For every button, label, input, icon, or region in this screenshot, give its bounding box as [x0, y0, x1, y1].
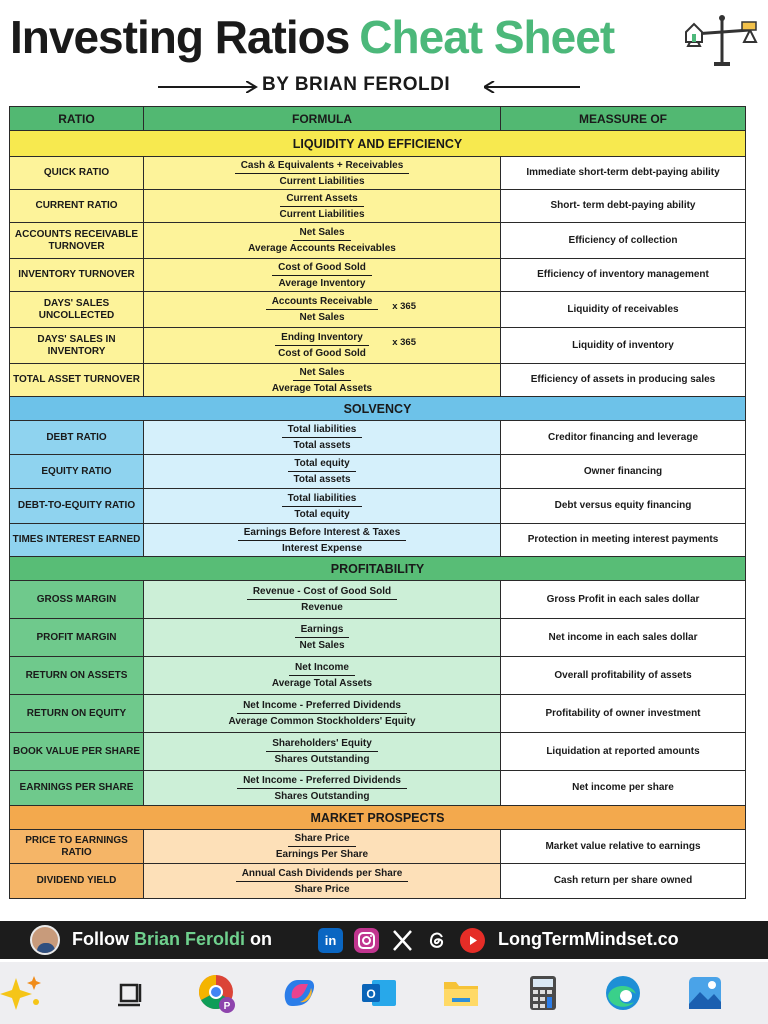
formula-numerator: Total liabilities [282, 492, 363, 507]
formula-cell [144, 421, 501, 455]
measure-of: Creditor financing and leverage [501, 421, 746, 455]
ratio-name: DAYS' SALES IN INVENTORY [10, 328, 144, 364]
table-row [10, 328, 746, 364]
measure-of: Gross Profit in each sales dollar [501, 581, 746, 619]
formula-numerator: Cash & Equivalents + Receivables [235, 159, 410, 174]
table-row [10, 581, 746, 619]
balance-scale-icon [684, 12, 760, 72]
measure-of: Liquidation at reported amounts [501, 733, 746, 771]
formula-cell [144, 328, 501, 364]
measure-of: Market value relative to earnings [501, 830, 746, 864]
edge-icon[interactable] [602, 972, 644, 1014]
outlook-icon[interactable] [358, 972, 400, 1014]
formula-numerator: Current Assets [280, 192, 363, 207]
formula-denominator: Shares Outstanding [274, 754, 370, 765]
byline-row [0, 72, 768, 100]
ratio-name: DEBT RATIO [10, 421, 144, 455]
instagram-icon[interactable] [354, 928, 379, 953]
table-body [10, 131, 746, 899]
measure-of: Debt versus equity financing [501, 489, 746, 524]
table-row [10, 223, 746, 259]
table-row [10, 771, 746, 806]
ratio-name: INVENTORY TURNOVER [10, 259, 144, 292]
section-title: LIQUIDITY AND EFFICIENCY [10, 131, 746, 157]
ratio-name: TIMES INTEREST EARNED [10, 524, 144, 557]
follow-suffix: on [250, 929, 273, 949]
measure-of: Efficiency of collection [501, 223, 746, 259]
formula-denominator: Net Sales [299, 640, 345, 651]
measure-of: Net income in each sales dollar [501, 619, 746, 657]
measure-of: Efficiency of assets in producing sales [501, 364, 746, 397]
byline: BY BRIAN FEROLDI [262, 74, 451, 95]
ratios-table-wrap [9, 106, 745, 899]
table-row [10, 364, 746, 397]
formula-denominator: Average Total Assets [271, 382, 373, 394]
ratio-name: CURRENT RATIO [10, 190, 144, 223]
ratio-name: RETURN ON ASSETS [10, 657, 144, 695]
right-arrow-head-icon [246, 81, 258, 93]
page-title [10, 8, 614, 66]
formula-denominator: Average Accounts Receivables [248, 243, 396, 254]
table-row [10, 733, 746, 771]
formula-denominator: Net Sales [299, 312, 345, 323]
x-icon[interactable] [390, 928, 415, 953]
measure-of: Short- term debt-paying ability [501, 190, 746, 223]
formula-numerator: Cost of Good Sold [272, 261, 372, 276]
table-row [10, 190, 746, 223]
copilot-icon[interactable] [278, 972, 320, 1014]
formula-numerator: Total liabilities [282, 423, 363, 438]
formula-denominator: Total assets [293, 440, 351, 451]
footer-bar [0, 921, 768, 959]
author-avatar [30, 925, 60, 955]
section-title: PROFITABILITY [10, 557, 746, 581]
formula-cell [144, 157, 501, 190]
section-title: MARKET PROSPECTS [10, 806, 746, 830]
formula-denominator: Share Price [294, 883, 350, 895]
ratio-name: QUICK RATIO [10, 157, 144, 190]
section-row [10, 397, 746, 421]
measure-of: Liquidity of inventory [501, 328, 746, 364]
ratio-name: GROSS MARGIN [10, 581, 144, 619]
ratio-name: EQUITY RATIO [10, 455, 144, 489]
formula-cell [144, 657, 501, 695]
follow-name: Brian Feroldi [134, 929, 246, 949]
header-formula: FORMULA [144, 107, 501, 131]
formula-cell [144, 364, 501, 397]
formula-numerator: Net Sales [293, 366, 350, 381]
ratio-name: PRICE TO EARNINGS RATIO [10, 830, 144, 864]
ratio-name: DAYS' SALES UNCOLLECTED [10, 292, 144, 328]
measure-of: Efficiency of inventory management [501, 259, 746, 292]
title-main: Investing Ratios [10, 11, 350, 63]
measure-of: Liquidity of receivables [501, 292, 746, 328]
ratio-name: DEBT-TO-EQUITY RATIO [10, 489, 144, 524]
measure-of: Overall profitability of assets [501, 657, 746, 695]
task-view-icon[interactable] [110, 972, 152, 1014]
file-explorer-icon[interactable] [440, 972, 482, 1014]
formula-cell [144, 190, 501, 223]
section-row [10, 131, 746, 157]
table-row [10, 157, 746, 190]
measure-of: Net income per share [501, 771, 746, 806]
ratio-name: ACCOUNTS RECEIVABLE TURNOVER [10, 223, 144, 259]
table-row [10, 489, 746, 524]
measure-of: Owner financing [501, 455, 746, 489]
youtube-icon[interactable] [460, 928, 485, 953]
formula-denominator: Shares Outstanding [274, 790, 370, 802]
ratio-name: RETURN ON EQUITY [10, 695, 144, 733]
ratio-name: PROFIT MARGIN [10, 619, 144, 657]
formula-denominator: Average Total Assets [271, 678, 373, 689]
formula-numerator: Net Income - Preferred Dividends [237, 774, 407, 789]
header-ratio: RATIO [10, 107, 144, 131]
right-arrow-line [486, 86, 580, 88]
svg-text:O: O [366, 987, 376, 1001]
formula-numerator: Ending Inventory [275, 331, 369, 346]
formula-numerator: Net Income - Preferred Dividends [237, 699, 407, 714]
formula-numerator: Earnings [295, 623, 350, 638]
taskbar [0, 962, 768, 1024]
formula-cell [144, 864, 501, 899]
chrome-icon[interactable] [196, 972, 238, 1014]
formula-cell [144, 292, 501, 328]
table-row [10, 830, 746, 864]
formula-cell [144, 223, 501, 259]
formula-cell [144, 581, 501, 619]
formula-denominator: Total equity [294, 508, 350, 520]
formula-numerator: Earnings Before Interest & Taxes [238, 526, 407, 541]
formula-denominator: Average Inventory [278, 277, 366, 289]
table-row [10, 292, 746, 328]
title-accent: Cheat Sheet [359, 11, 615, 63]
formula-cell [144, 489, 501, 524]
formula-denominator: Average Common Stockholders' Equity [228, 716, 416, 727]
table-row [10, 864, 746, 899]
formula-numerator: Total equity [288, 457, 355, 472]
formula-cell [144, 830, 501, 864]
formula-numerator: Net Income [289, 661, 355, 676]
formula-numerator: Shareholders' Equity [266, 737, 378, 752]
table-row [10, 695, 746, 733]
formula-denominator: Cost of Good Sold [278, 348, 366, 359]
formula-cell [144, 619, 501, 657]
section-row [10, 806, 746, 830]
header-measure: MEASSURE OF [501, 107, 746, 131]
formula-denominator: Current Liabilities [279, 175, 365, 187]
table-row [10, 524, 746, 557]
formula-multiplier: x 365 [392, 337, 416, 348]
formula-numerator: Share Price [288, 832, 355, 847]
measure-of: Profitability of owner investment [501, 695, 746, 733]
table-header-row [10, 107, 746, 131]
table-row [10, 455, 746, 489]
section-title: SOLVENCY [10, 397, 746, 421]
formula-multiplier: x 365 [392, 301, 416, 312]
ratio-name: TOTAL ASSET TURNOVER [10, 364, 144, 397]
formula-numerator: Net Sales [293, 226, 350, 241]
formula-numerator: Annual Cash Dividends per Share [236, 867, 409, 882]
table-row [10, 619, 746, 657]
formula-denominator: Total assets [293, 474, 351, 485]
ratio-name: BOOK VALUE PER SHARE [10, 733, 144, 771]
measure-of: Protection in meeting interest payments [501, 524, 746, 557]
ratios-table [9, 106, 746, 899]
formula-denominator: Earnings Per Share [275, 849, 369, 860]
copilot-sparkle-icon[interactable] [0, 972, 42, 1014]
left-arrow-line [158, 86, 254, 88]
table-row [10, 657, 746, 695]
header [0, 0, 768, 100]
follow-prefix: Follow [72, 929, 129, 949]
ratio-name: EARNINGS PER SHARE [10, 771, 144, 806]
formula-denominator: Current Liabilities [279, 208, 365, 220]
formula-denominator: Interest Expense [281, 542, 363, 554]
table-row [10, 421, 746, 455]
follow-text [72, 929, 272, 950]
formula-cell [144, 733, 501, 771]
linkedin-icon[interactable]: in [318, 928, 343, 953]
table-row [10, 259, 746, 292]
formula-cell [144, 455, 501, 489]
svg-text:P: P [223, 1001, 231, 1012]
threads-icon[interactable] [424, 928, 449, 953]
ratio-name: DIVIDEND YIELD [10, 864, 144, 899]
formula-numerator: Revenue - Cost of Good Sold [247, 585, 397, 600]
formula-numerator: Accounts Receivable [266, 295, 379, 310]
formula-denominator: Revenue [301, 602, 343, 613]
formula-cell [144, 259, 501, 292]
formula-cell [144, 524, 501, 557]
measure-of: Immediate short-term debt-paying ability [501, 157, 746, 190]
formula-cell [144, 771, 501, 806]
section-row [10, 557, 746, 581]
measure-of: Cash return per share owned [501, 864, 746, 899]
calculator-icon[interactable] [522, 972, 564, 1014]
website-link[interactable]: LongTermMindset.co [498, 929, 679, 949]
formula-cell [144, 695, 501, 733]
photos-icon[interactable] [684, 972, 726, 1014]
